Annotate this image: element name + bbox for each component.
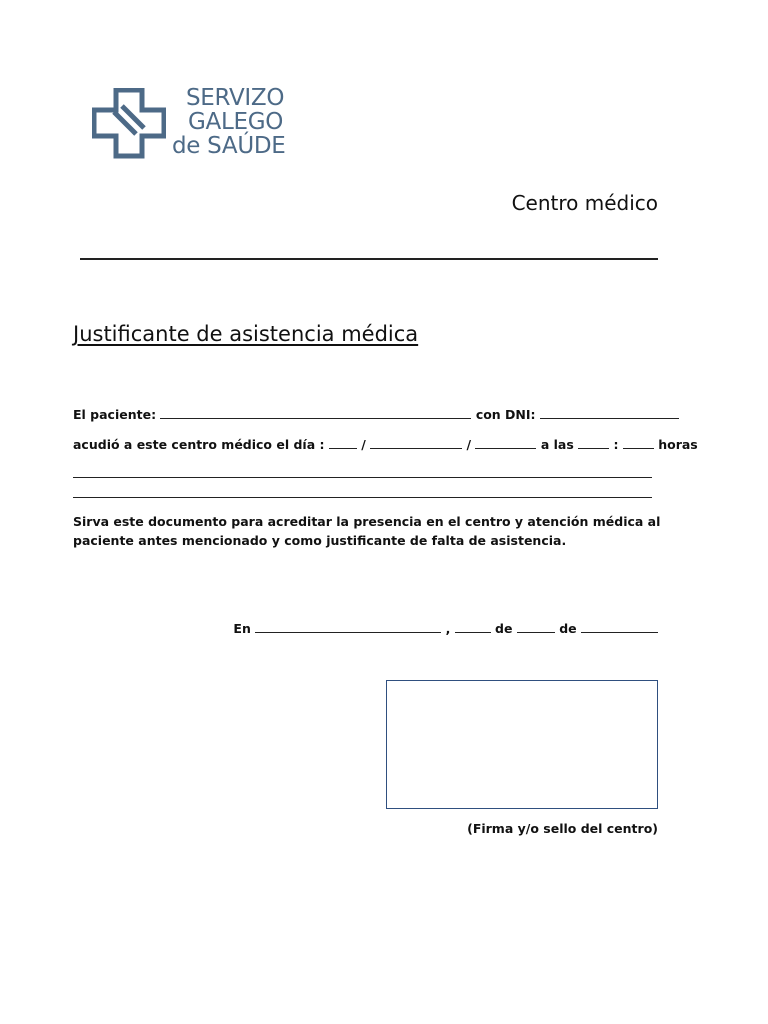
visit-row xyxy=(73,436,698,452)
patient-label: El paciente: xyxy=(73,407,157,422)
de-label-2: de xyxy=(559,621,577,636)
notes-line-1[interactable] xyxy=(73,477,652,478)
date-separator-1: / xyxy=(361,437,366,452)
dni-field[interactable] xyxy=(540,406,679,419)
sign-day-field[interactable] xyxy=(455,620,491,633)
sign-month-field[interactable] xyxy=(517,620,555,633)
signature-stamp-box[interactable] xyxy=(386,680,658,809)
month-field[interactable] xyxy=(370,436,462,449)
logo-line-2: GALEGO xyxy=(188,109,284,135)
dni-label: con DNI: xyxy=(475,407,536,422)
day-field[interactable] xyxy=(329,436,357,449)
sign-year-field[interactable] xyxy=(581,620,658,633)
hours-label: horas xyxy=(658,437,698,452)
notes-line-2[interactable] xyxy=(73,497,652,498)
justification-paragraph: Sirva este documento para acreditar la presencia en el centro y atención médica al paciente antes mencionado y como justificante de falta de asistencia. xyxy=(73,514,661,548)
place-comma: , xyxy=(445,621,451,636)
de-label-1: de xyxy=(495,621,513,636)
hour-field[interactable] xyxy=(578,436,609,449)
center-label: Centro médico xyxy=(511,191,658,215)
logo-wordmark xyxy=(172,85,286,159)
year-field[interactable] xyxy=(475,436,536,449)
place-date-row xyxy=(233,620,658,637)
stamp-caption: (Firma y/o sello del centro) xyxy=(467,821,658,836)
center-name-line[interactable] xyxy=(80,258,658,260)
date-separator-2: / xyxy=(466,437,472,452)
place-prefix: En xyxy=(233,621,251,636)
minute-field[interactable] xyxy=(623,436,654,449)
time-separator: : xyxy=(613,437,619,452)
time-label: a las xyxy=(540,437,574,452)
servizo-galego-logo xyxy=(92,86,292,164)
place-field[interactable] xyxy=(255,620,441,633)
patient-name-field[interactable] xyxy=(160,406,471,419)
visit-prefix: acudió a este centro médico el día : xyxy=(73,437,325,452)
cross-logo-icon xyxy=(92,88,166,160)
logo-line-3: de SAÚDE xyxy=(172,133,286,159)
logo-line-1: SERVIZO xyxy=(186,85,285,111)
patient-row xyxy=(73,406,659,422)
document-title: Justificante de asistencia médica xyxy=(73,322,419,346)
